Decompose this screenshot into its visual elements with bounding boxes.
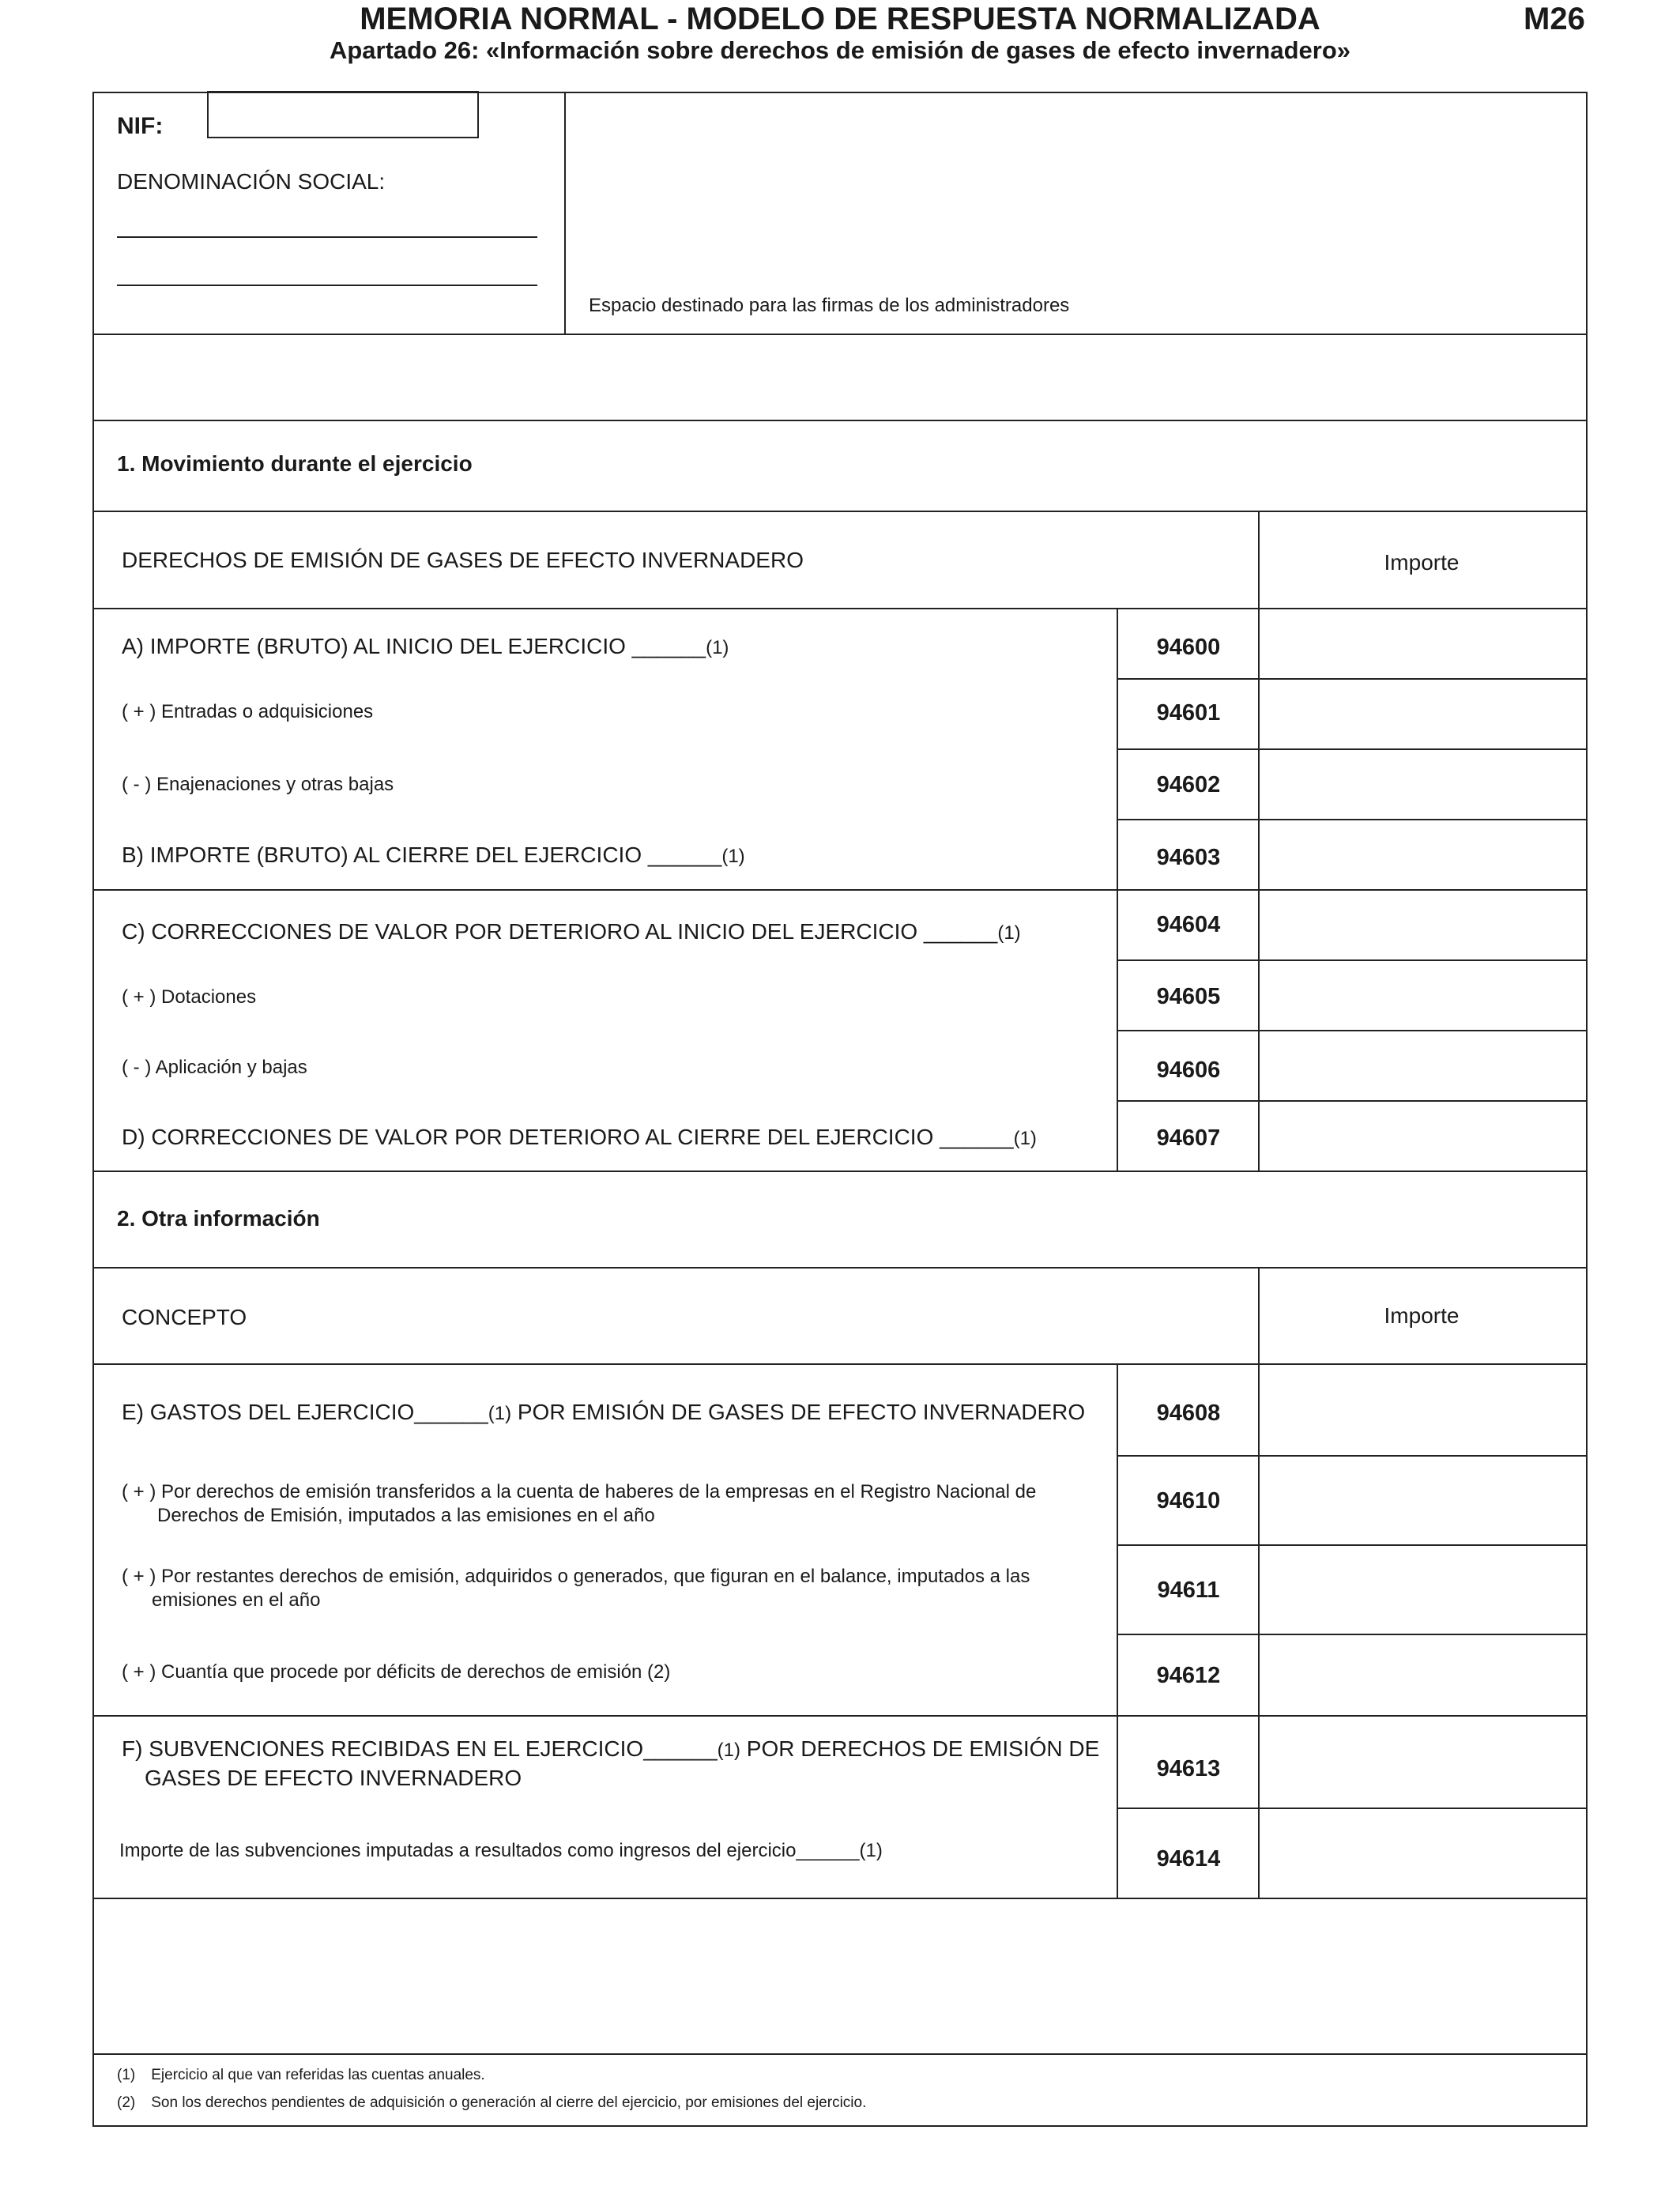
form-title: MEMORIA NORMAL - MODELO DE RESPUESTA NORMALIZADA — [360, 2, 1320, 36]
footnote-1: (1) Ejercicio al que van referidas las cuentas anuales. — [117, 2067, 485, 2083]
row-code-94605: 94605 — [1156, 984, 1221, 1009]
amount-input-94600[interactable] — [1260, 610, 1587, 678]
row-code-94602: 94602 — [1156, 772, 1221, 797]
amount-input-94601[interactable] — [1260, 680, 1587, 748]
row-label-94614: Importe de las subvenciones imputadas a resultados como ingresos del ejercicio______(1) — [119, 1840, 883, 1861]
signature-label: Espacio destinado para las firmas de los administradores — [589, 295, 1070, 316]
section-2-table-header: CONCEPTO — [122, 1305, 247, 1329]
amount-input-94602[interactable] — [1260, 751, 1587, 819]
row-code-94600: 94600 — [1156, 635, 1221, 660]
amount-input-94605[interactable] — [1260, 962, 1587, 1030]
row-code-94607: 94607 — [1156, 1125, 1221, 1151]
row-code-94603: 94603 — [1156, 845, 1221, 870]
denominacion-line-1[interactable] — [117, 236, 537, 238]
amount-input-94604[interactable] — [1260, 892, 1587, 959]
row-label-94613: F) SUBVENCIONES RECIBIDAS EN EL EJERCICIO______(1) POR DERECHOS DE EMISIÓN DE GASES DE EFECTO INVERNADERO — [122, 1736, 1100, 1790]
amount-input-94610[interactable] — [1260, 1457, 1587, 1544]
row-code-94614: 94614 — [1156, 1846, 1221, 1872]
row-label-94607: D) CORRECCIONES DE VALOR POR DETERIORO AL CIERRE DEL EJERCICIO ______(1) — [122, 1125, 1037, 1149]
row-label-94608: E) GASTOS DEL EJERCICIO______(1) POR EMISIÓN DE GASES DE EFECTO INVERNADERO — [122, 1400, 1086, 1424]
row-code-94606: 94606 — [1156, 1057, 1221, 1083]
amount-input-94611[interactable] — [1260, 1547, 1587, 1634]
row-label-94602: ( - ) Enajenaciones y otras bajas — [122, 774, 394, 795]
amount-input-94612[interactable] — [1260, 1636, 1587, 1715]
amount-input-94608[interactable] — [1260, 1366, 1587, 1455]
section-1-heading: 1. Movimiento durante el ejercicio — [117, 451, 473, 476]
section-2-heading: 2. Otra información — [117, 1206, 320, 1231]
nif-label: NIF: — [117, 113, 164, 139]
denominacion-line-2[interactable] — [117, 285, 537, 286]
row-code-94601: 94601 — [1156, 700, 1221, 726]
amount-input-94603[interactable] — [1260, 821, 1587, 889]
row-code-94610: 94610 — [1156, 1488, 1221, 1514]
row-code-94611: 94611 — [1157, 1578, 1220, 1603]
form-subtitle: Apartado 26: «Información sobre derechos de emisión de gases de efecto invernadero» — [329, 36, 1351, 64]
amount-input-94614[interactable] — [1260, 1810, 1587, 1898]
section-2-amount-header: Importe — [1384, 1303, 1460, 1328]
footnote-2: (2) Son los derechos pendientes de adquisición o generación al cierre del ejercicio, por emisiones del ejercicio. — [117, 2094, 867, 2111]
section-1-table-header: DERECHOS DE EMISIÓN DE GASES DE EFECTO INVERNADERO — [122, 548, 804, 572]
row-label-94604: C) CORRECCIONES DE VALOR POR DETERIORO AL INICIO DEL EJERCICIO ______(1) — [122, 919, 1021, 944]
free-text-area[interactable] — [94, 1899, 1584, 2052]
row-code-94613: 94613 — [1156, 1756, 1221, 1781]
denominacion-social-label: DENOMINACIÓN SOCIAL: — [117, 169, 386, 194]
amount-input-94613[interactable] — [1260, 1717, 1587, 1808]
row-label-94612: ( + ) Cuantía que procede por déficits de derechos de emisión (2) — [122, 1661, 671, 1683]
model-code: M26 — [1524, 2, 1585, 36]
row-code-94612: 94612 — [1156, 1663, 1221, 1688]
row-label-94611: ( + ) Por restantes derechos de emisión, adquiridos o generados, que figuran en el balance, imputados a las emisiones en el año — [122, 1566, 1030, 1612]
row-label-94605: ( + ) Dotaciones — [122, 986, 257, 1008]
row-label-94606: ( - ) Aplicación y bajas — [122, 1057, 307, 1078]
row-code-94608: 94608 — [1156, 1400, 1221, 1426]
amount-input-94606[interactable] — [1260, 1032, 1587, 1100]
row-label-94601: ( + ) Entradas o adquisiciones — [122, 701, 374, 722]
row-label-94610: ( + ) Por derechos de emisión transferidos a la cuenta de haberes de la empresas en el Registro Nacional de Derechos de Emisión, imputados a las emisiones en el año — [122, 1481, 1037, 1527]
row-label-94603: B) IMPORTE (BRUTO) AL CIERRE DEL EJERCICIO ______(1) — [122, 843, 745, 867]
nif-input[interactable] — [207, 91, 479, 138]
section-1-amount-header: Importe — [1384, 550, 1460, 575]
amount-input-94607[interactable] — [1260, 1103, 1587, 1171]
row-label-94600: A) IMPORTE (BRUTO) AL INICIO DEL EJERCICIO ______(1) — [122, 634, 729, 658]
row-code-94604: 94604 — [1156, 912, 1221, 937]
